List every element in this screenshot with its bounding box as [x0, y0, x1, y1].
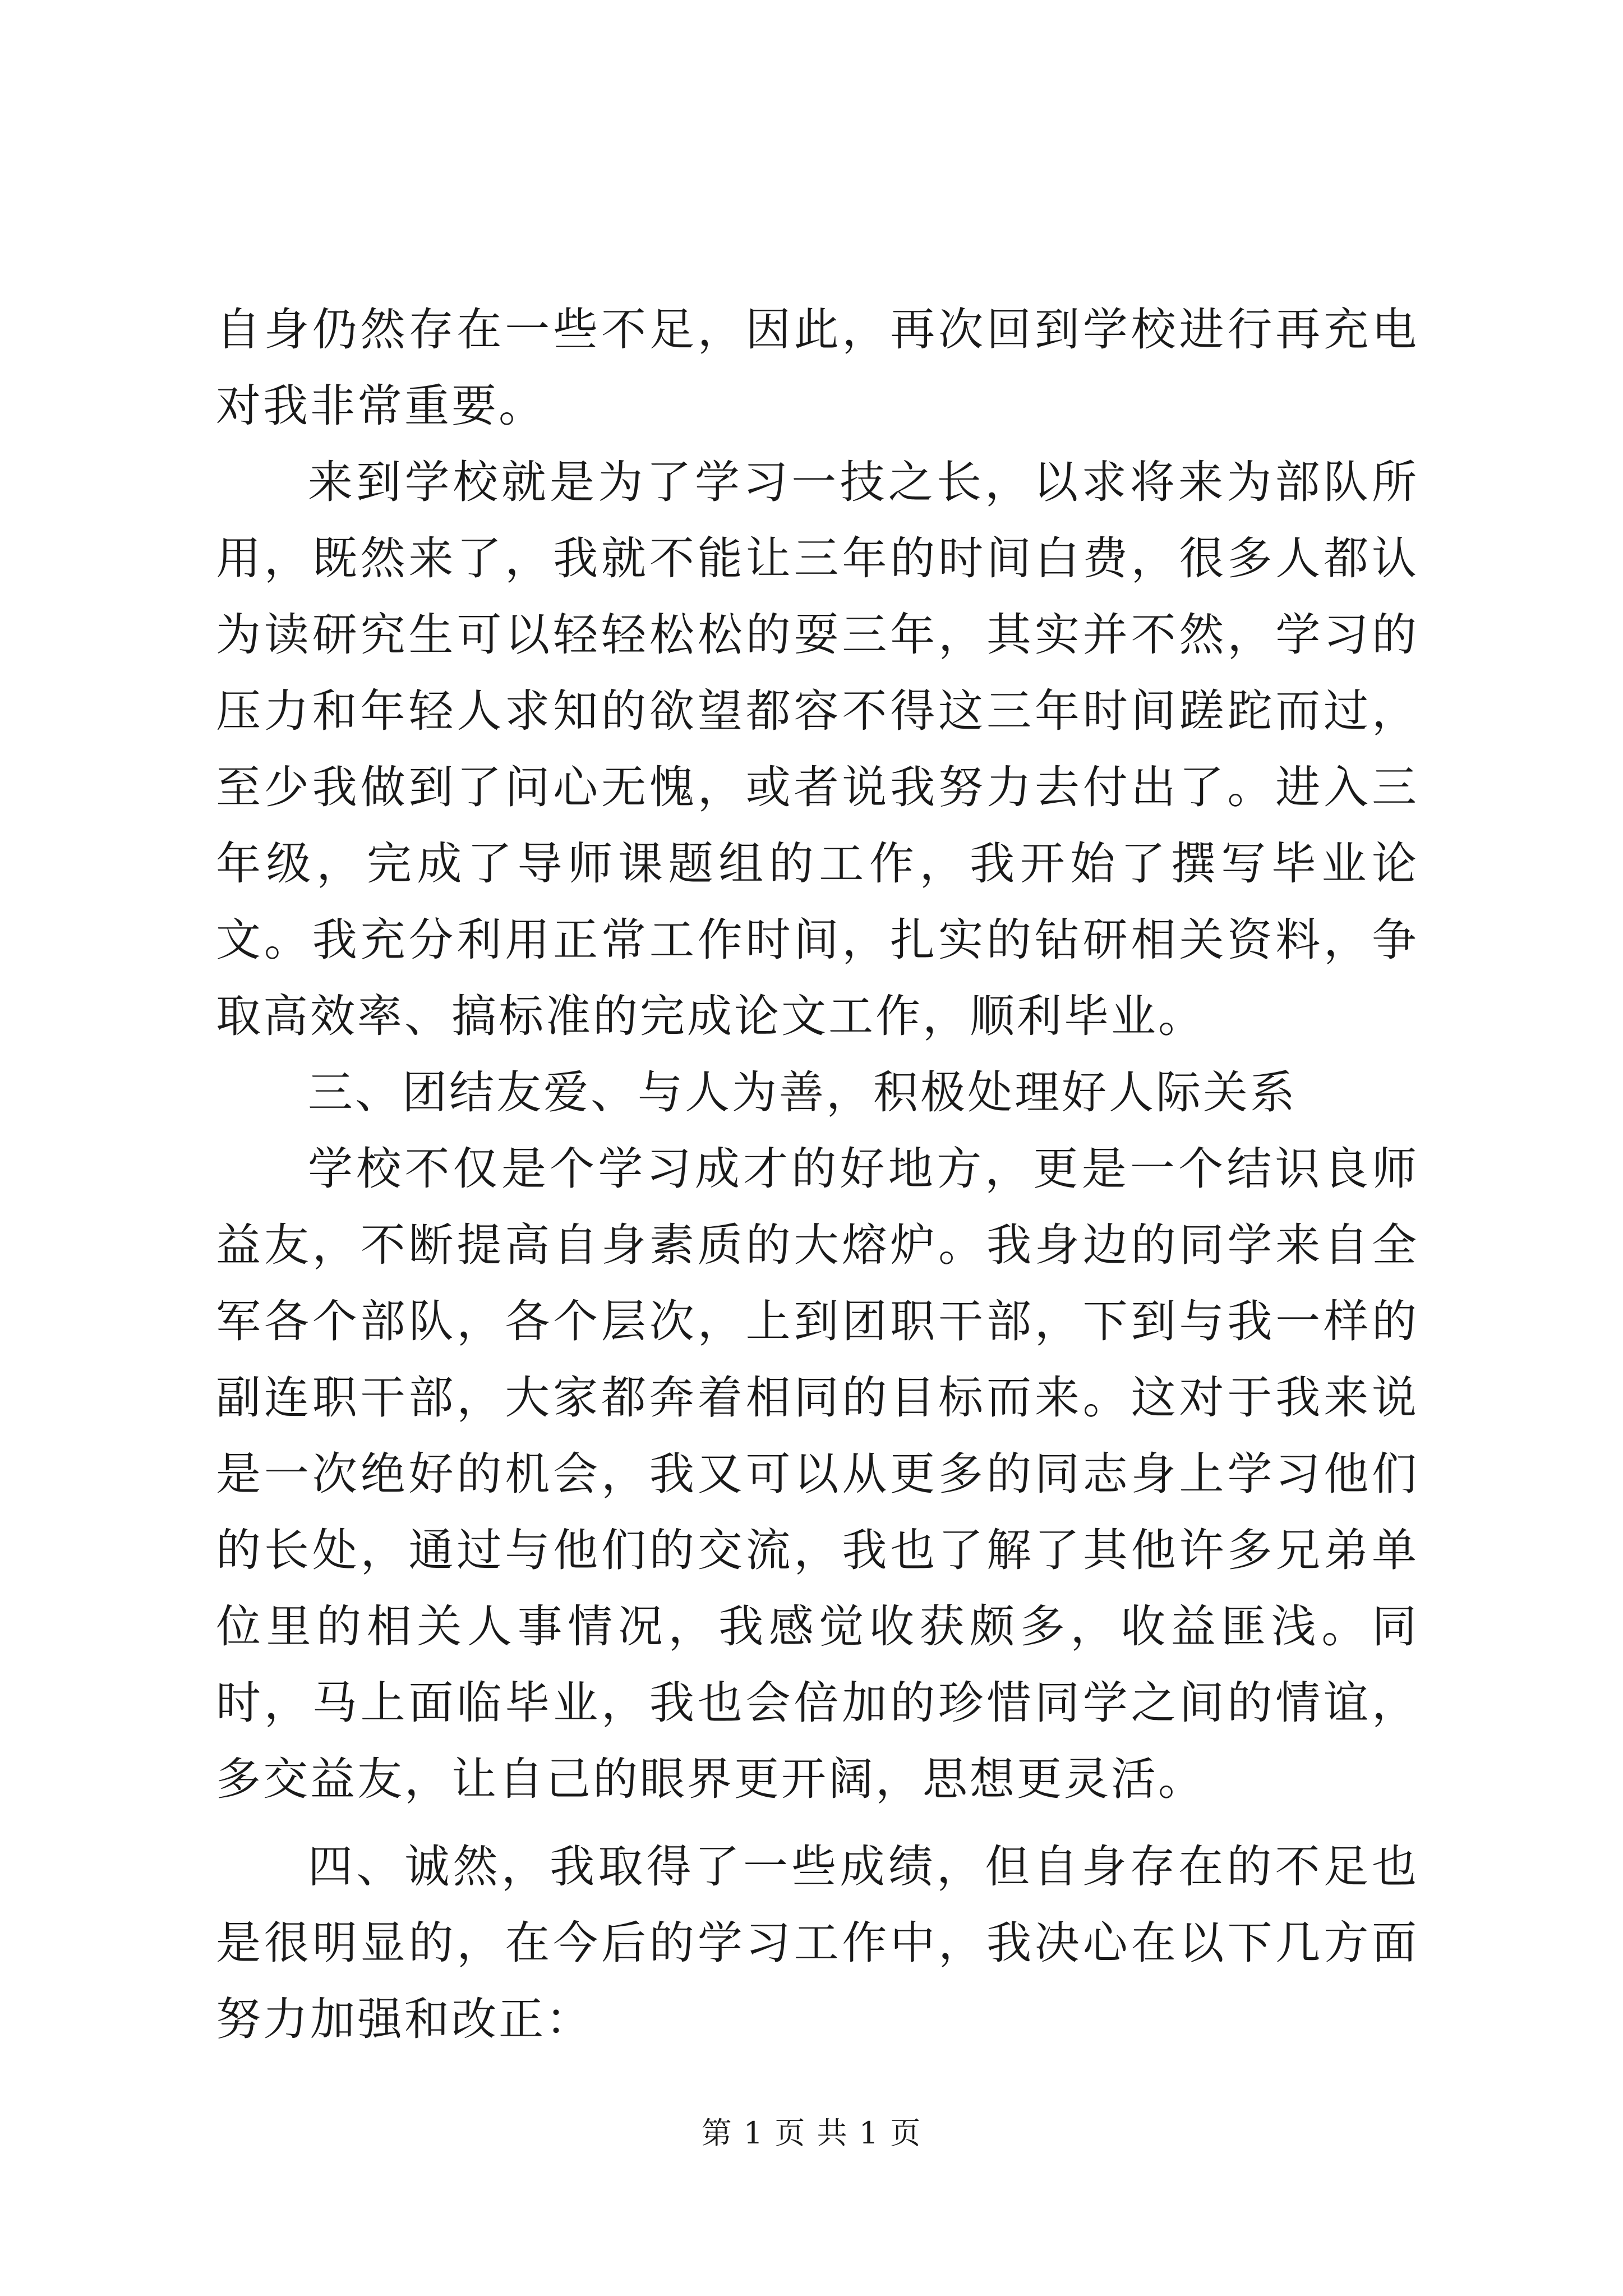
page-footer: 第 1 页 共 1 页	[701, 2115, 922, 2151]
section-heading-3: 三、团结友爱、与人为善，积极处理好人际关系	[308, 1066, 1297, 1119]
paragraph-study: 来到学校就是为了学习一技之长，以求将来为部队所用，既然来了，我就不能让三年的时间白费，很多人都认为读研究生可以轻轻松松的耍三年，其实并不然，学习的压力和年轻人求知的欲望都容不得这三年时间蹉跎而过，至少我做到了问心无愧，或者说我努力去付出了。进入三年级，完成了导师课题组的工作，我开始了撰写毕业论文。我充分利用正常工作时间，扎实的钻研相关资料，争取高效率、搞标准的完成论文工作，顺利毕业。	[216, 456, 1419, 1042]
document-body	[216, 292, 1419, 2058]
section-heading-4: 四、诚然，我取得了一些成绩，但自身存在的不足也是很明显的，在今后的学习工作中，我决心在以下几方面努力加强和改正：	[216, 1841, 1419, 2045]
paragraph-relationships: 学校不仅是个学习成才的好地方，更是一个结识良师益友，不断提高自身素质的大熔炉。我身边的同学来自全军各个部队，各个层次，上到团职干部，下到与我一样的副连职干部，大家都奔着相同的目标而来。这对于我来说是一次绝好的机会，我又可以从更多的同志身上学习他们的长处，通过与他们的交流，我也了解了其他许多兄弟单位里的相关人事情况，我感觉收获颇多，收益匪浅。同时，马上面临毕业，我也会倍加的珍惜同学之间的情谊，多交益友，让自己的眼界更开阔，思想更灵活。	[216, 1143, 1419, 1805]
paragraph-continuation: 自身仍然存在一些不足，因此，再次回到学校进行再充电对我非常重要。	[216, 303, 1419, 432]
